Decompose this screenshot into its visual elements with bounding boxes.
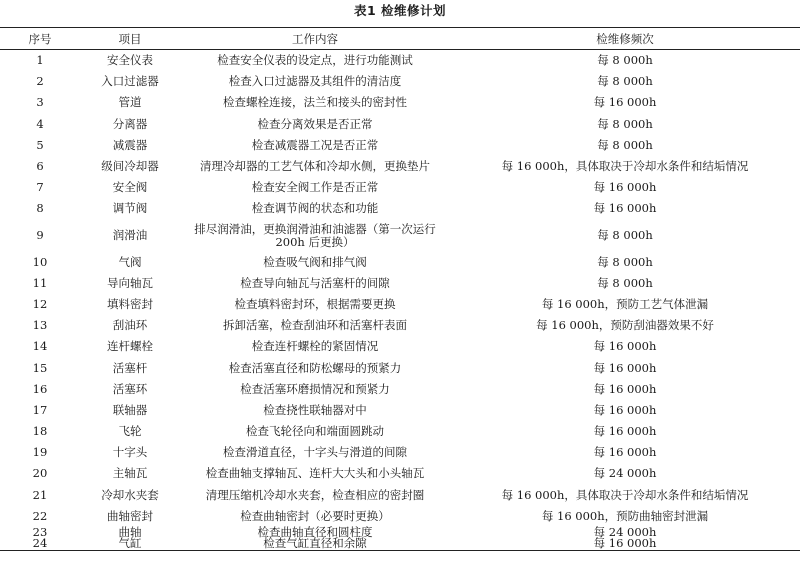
table-row <box>0 156 800 177</box>
cell-no: 22 <box>32 508 48 523</box>
cell-content: 检查挠性联轴器对中 <box>263 402 367 417</box>
table-row <box>0 198 800 219</box>
cell-no: 5 <box>36 137 44 152</box>
table-row <box>0 463 800 484</box>
cell-no: 23 <box>32 524 48 539</box>
table-row <box>0 379 800 400</box>
cell-frequency: 每 8 000h <box>597 116 653 131</box>
cell-item: 曲轴 <box>118 524 142 539</box>
cell-item: 刮油环 <box>112 318 148 333</box>
cell-content: 检查分离效果是否正常 <box>257 116 373 131</box>
cell-frequency: 每 8 000h <box>597 74 653 89</box>
cell-frequency: 每 8 000h <box>597 275 653 290</box>
table-row <box>0 294 800 315</box>
cell-content: 检查滑道直径，十字头与滑道的间隙 <box>223 445 407 460</box>
maintenance-plan-table <box>0 27 800 551</box>
table-row <box>0 273 800 294</box>
cell-frequency: 每 16 000h <box>593 402 657 417</box>
cell-content: 检查曲轴直径和圆柱度 <box>257 524 373 539</box>
cell-item: 安全阀 <box>112 180 148 195</box>
cell-no: 17 <box>32 402 48 417</box>
cell-content: 检查减震器工况是否正常 <box>251 137 379 152</box>
table-row <box>0 336 800 357</box>
cell-no: 6 <box>36 159 44 174</box>
cell-item: 气缸 <box>80 538 180 550</box>
cell-frequency: 每 16 000h <box>593 180 657 195</box>
cell-item: 十字头 <box>112 445 148 460</box>
cell-frequency: 每 16 000h，预防曲轴密封泄漏 <box>541 508 709 523</box>
table-header-row <box>0 28 800 50</box>
header-item: 项目 <box>80 28 180 50</box>
cell-frequency: 每 8 000h <box>597 137 653 152</box>
cell-item: 入口过滤器 <box>101 74 159 89</box>
cell-no: 2 <box>36 74 44 89</box>
table-caption: 表1 检维修计划 <box>353 3 447 18</box>
cell-frequency: 每 16 000h <box>593 424 657 439</box>
table-row <box>0 357 800 378</box>
cell-item: 管道 <box>118 95 142 110</box>
cell-item: 活塞环 <box>112 381 148 396</box>
cell-content: 检查飞轮径向和端面圆跳动 <box>246 424 384 439</box>
cell-frequency: 每 16 000h <box>593 95 657 110</box>
cell-frequency: 每 16 000h <box>593 339 657 354</box>
table-row <box>0 220 800 252</box>
cell-no: 13 <box>32 318 48 333</box>
cell-no: 11 <box>32 275 48 290</box>
table-row <box>0 315 800 336</box>
cell-frequency: 每 8 000h <box>597 53 653 68</box>
cell-content: 检查曲轴支撑轴瓦、连杆大大头和小头轴瓦 <box>205 466 425 481</box>
cell-no: 24 <box>0 538 80 550</box>
cell-content: 检查填料密封环，根据需要更换 <box>234 296 396 311</box>
cell-no: 1 <box>36 53 44 68</box>
cell-item: 连杆螺栓 <box>107 339 153 354</box>
cell-no: 19 <box>32 445 48 460</box>
cell-item: 曲轴密封 <box>107 508 153 523</box>
cell-content: 检查调节阀的状态和功能 <box>251 201 379 216</box>
cell-content: 拆卸活塞，检查刮油环和活塞杆表面 <box>223 318 407 333</box>
cell-content: 检查吸气阀和排气阀 <box>263 254 367 269</box>
cell-no: 20 <box>32 466 48 481</box>
cell-no: 18 <box>32 424 48 439</box>
header-content: 工作内容 <box>180 28 450 50</box>
table-row <box>0 506 800 527</box>
cell-no: 10 <box>32 254 48 269</box>
table-row <box>0 485 800 506</box>
cell-item: 气阀 <box>118 254 142 269</box>
cell-frequency: 每 16 000h <box>593 445 657 460</box>
table-row <box>0 442 800 463</box>
cell-no: 8 <box>36 201 44 216</box>
cell-content: 检查螺栓连接，法兰和接头的密封性 <box>223 95 407 110</box>
header-frequency: 检维修频次 <box>450 28 800 50</box>
cell-content: 检查气缸直径和余隙 <box>180 538 450 550</box>
cell-content: 检查连杆螺栓的紧固情况 <box>251 339 379 354</box>
table-row <box>0 421 800 442</box>
cell-content: 检查导向轴瓦与活塞杆的间隙 <box>240 275 390 290</box>
cell-content: 检查安全仪表的设定点，进行功能测试 <box>217 53 413 68</box>
table-row <box>0 252 800 273</box>
table-row <box>0 177 800 198</box>
cell-content: 检查安全阀工作是否正常 <box>251 180 379 195</box>
cell-frequency: 每 16 000h <box>593 360 657 375</box>
cell-frequency: 每 16 000h <box>593 381 657 396</box>
cell-content-text: 排尽润滑油，更换润滑油和油滤器（第一次运行200h 后更换） <box>194 221 436 249</box>
cell-item: 润滑油 <box>112 228 148 242</box>
cell-frequency: 每 16 000h <box>450 538 800 550</box>
cell-content: 检查曲轴密封（必要时更换） <box>240 508 390 523</box>
cell-no: 16 <box>32 381 48 396</box>
cell-item: 冷却水夹套 <box>101 487 159 502</box>
cell-frequency: 每 16 000h <box>593 201 657 216</box>
cell-no: 9 <box>36 228 44 242</box>
table-row <box>0 538 800 550</box>
cell-content: 检查活塞环磨损情况和预紧力 <box>240 381 390 396</box>
table-row <box>0 114 800 135</box>
cell-frequency: 每 24 000h <box>593 524 657 539</box>
cell-frequency: 每 16 000h，预防刮油器效果不好 <box>536 318 714 333</box>
cell-item: 导向轴瓦 <box>107 275 153 290</box>
cell-item: 填料密封 <box>107 296 153 311</box>
header-no: 序号 <box>0 28 80 50</box>
cell-frequency: 每 8 000h <box>597 254 653 269</box>
cell-frequency: 每 24 000h <box>593 466 657 481</box>
cell-item: 活塞杆 <box>112 360 148 375</box>
cell-no: 14 <box>32 339 48 354</box>
cell-frequency: 每 16 000h，具体取决于冷却水条件和结垢情况 <box>501 159 749 174</box>
cell-frequency: 每 16 000h，预防工艺气体泄漏 <box>541 296 709 311</box>
table-row <box>0 71 800 92</box>
cell-item: 飞轮 <box>118 424 142 439</box>
cell-no: 7 <box>36 180 44 195</box>
table-row <box>0 135 800 156</box>
cell-no: 4 <box>36 116 44 131</box>
cell-item: 减震器 <box>112 137 148 152</box>
cell-no: 21 <box>32 487 48 502</box>
cell-item: 主轴瓦 <box>112 466 148 481</box>
cell-no: 15 <box>32 360 48 375</box>
cell-frequency: 每 16 000h，具体取决于冷却水条件和结垢情况 <box>501 487 749 502</box>
cell-item: 安全仪表 <box>107 53 153 68</box>
table-row <box>0 92 800 113</box>
cell-item: 级间冷却器 <box>101 159 159 174</box>
table-row <box>0 50 800 72</box>
cell-no: 3 <box>36 95 44 110</box>
cell-content: 检查活塞直径和防松螺母的预紧力 <box>228 360 402 375</box>
cell-content <box>180 220 450 252</box>
cell-item: 调节阀 <box>112 201 148 216</box>
cell-item: 联轴器 <box>112 402 148 417</box>
cell-content: 检查入口过滤器及其组件的清洁度 <box>228 74 402 89</box>
cell-frequency: 每 8 000h <box>597 228 653 242</box>
cell-no: 12 <box>32 296 48 311</box>
cell-content: 清理冷却器的工艺气体和冷却水侧，更换垫片 <box>200 159 430 174</box>
cell-item: 分离器 <box>112 116 148 131</box>
cell-content: 清理压缩机冷却水夹套，检查相应的密封圈 <box>205 487 425 502</box>
table-row <box>0 400 800 421</box>
